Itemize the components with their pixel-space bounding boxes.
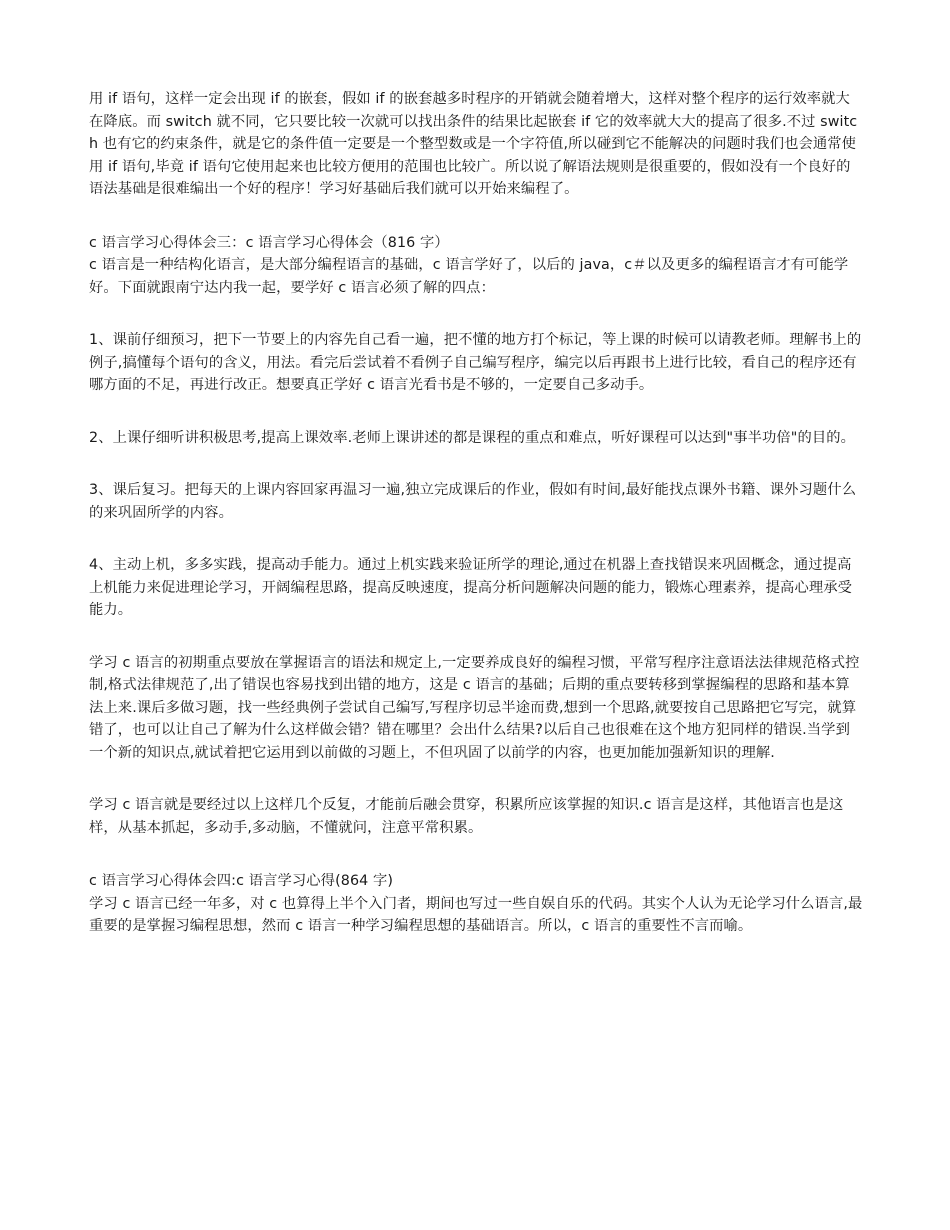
- paragraph-gap: [89, 397, 864, 427]
- paragraph-gap: [89, 524, 864, 554]
- paragraph-gap: [89, 449, 864, 479]
- list-item-point-3: 3、课后复习。把每天的上课内容回家再温习一遍,独立完成课后的作业，假如有时间,最好能找点课外书籍、课外习题什么的来巩固所学的内容。: [89, 482, 857, 521]
- section-heading-4: c 语言学习心得体会四:c 语言学习心得(864 字): [89, 873, 394, 889]
- paragraph-one-year: 学习 c 语言已经一年多，对 c 也算得上半个入门者，期间也写过一些自娱自乐的代码。其实个人认为无论学习什么语言,最重要的是掌握习编程思想，然而 c 语言一种学习编程思想的基础语言。所以，c 语言的重要性不言而喻。: [89, 895, 863, 934]
- paragraph-gap: [89, 201, 864, 232]
- section-heading-3: c 语言学习心得体会三：c 语言学习心得体会（816 字）: [89, 234, 449, 251]
- document-body: [89, 88, 864, 938]
- list-item-point-2: 2、上课仔细听讲积极思考,提高上课效率.老师上课讲述的都是课程的重点和难点，听好课程可以达到"事半功倍"的目的。: [89, 429, 856, 446]
- paragraph-early-focus: 学习 c 语言的初期重点要放在掌握语言的语法和规定上,一定要养成良好的编程习惯，平常写程序注意语法法律规范格式控制,格式法律规范了,出了错误也容易找到出错的地方，这是 c 语言的基础；后期的重点要转移到掌握编程的思路和基本算法上来.课后多做习题，找一些经典例子尝试自己编写,写程序切忌半途而费,想到一个思路,就要按自己思路把它写完，就算错了，也可以让自己了解为什么这样做会错？错在哪里？会出什么结果?以后自己也很难在这个地方犯同样的错误.当学到一个新的知识点,就试着把它运用到以前做的习题上，不但巩固了以前学的内容，也更加能加强新知识的理解.: [89, 654, 860, 761]
- list-item-point-1: 1、课前仔细预习，把下一节要上的内容先自己看一遍，把不懂的地方打个标记，等上课的时候可以请教老师。理解书上的例子,搞懂每个语句的含义，用法。看完后尝试着不看例子自己编写程序，编完以后再跟书上进行比较，看自己的程序还有哪方面的不足，再进行改正。想要真正学好 c 语言光看书是不够的，一定要自己多动手。: [89, 332, 862, 393]
- paragraph-gap: [89, 299, 864, 329]
- paragraph-gap: [89, 839, 864, 870]
- list-item-point-4: 4、主动上机，多多实践，提高动手能力。通过上机实践来验证所学的理论,通过在机器上查找错误来巩固概念，通过提高上机能力来促进理论学习，开阔编程思路，提高反映速度，提高分析问题解决问题的能力，锻炼心理素养，提高心理承受能力。: [89, 557, 853, 618]
- paragraph-gap: [89, 622, 864, 652]
- paragraph-if-vs-switch: 用 if 语句，这样一定会出现 if 的嵌套，假如 if 的嵌套越多时程序的开销就会随着增大，这样对整个程序的运行效率就大在降底。而 switch 就不同，它只要比较一次就可以找出条件的结果比起嵌套 if 它的效率就大大的提高了很多.不过 switch 也有它的约束条件，就是它的条件值一定要是一个整型数或是一个字符值,所以碰到它不能解决的问题时我们也会通常使用 if 语句,毕竟 if 语句它使用起来也比较方便用的范围也比较广。所以说了解语法规则是很重要的，假如没有一个良好的语法基础是很难编出一个好的程序！学习好基础后我们就可以开始来编程了。: [89, 91, 858, 197]
- paragraph-gap: [89, 764, 864, 794]
- paragraph-c-intro: c 语言是一种结构化语言，是大部分编程语言的基础，c 语言学好了，以后的 java，c＃以及更多的编程语言才有可能学好。下面就跟南宁达内我一起，要学好 c 语言必须了解的四点：: [89, 257, 849, 296]
- paragraph-repetition: 学习 c 语言就是要经过以上这样几个反复，才能前后融会贯穿，积累所应该掌握的知识.c 语言是这样，其他语言也是这样，从基本抓起，多动手,多动脑，不懂就问，注意平常积累。: [89, 797, 844, 836]
